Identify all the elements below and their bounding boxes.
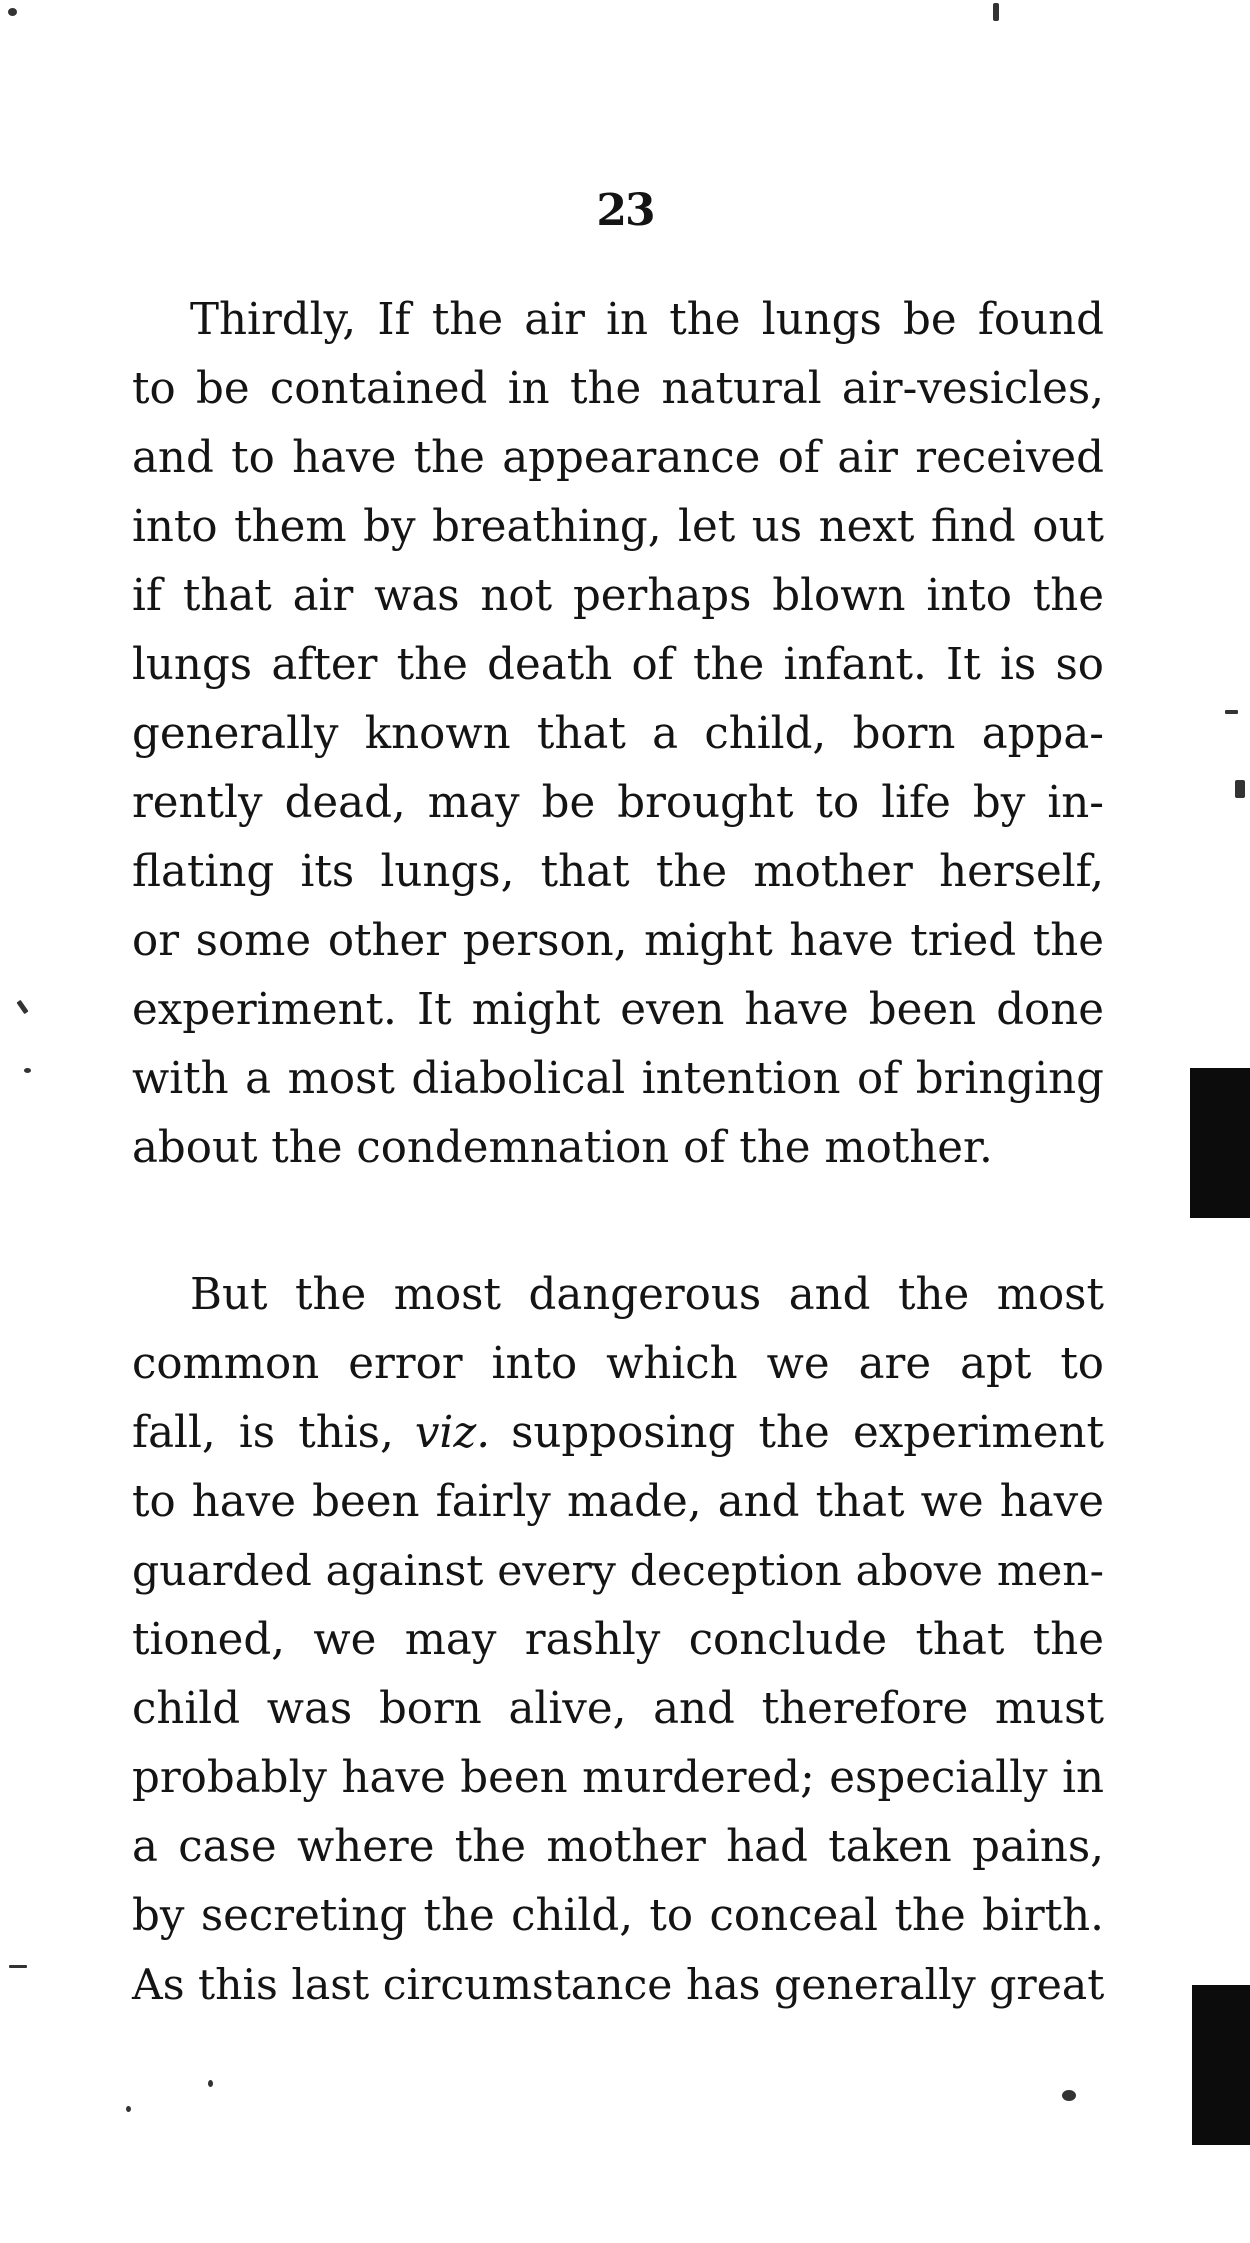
text-line: flating its lungs, that the mother herself,	[132, 847, 1104, 897]
page-number: 23	[596, 185, 654, 236]
scan-speck	[24, 1068, 31, 1073]
text-line: if that air was not perhaps blown into the	[132, 571, 1104, 621]
text-line-with-italic	[132, 1399, 1104, 1468]
paragraph-1	[132, 286, 1104, 1183]
text-line: into them by breathing, let us next find out	[132, 502, 1104, 552]
text-line: to have been fairly made, and that we have	[132, 1477, 1104, 1527]
scan-speck	[993, 3, 999, 21]
text-line: to be contained in the natural air-vesicles,	[132, 364, 1104, 414]
scan-speck	[208, 2080, 213, 2087]
text-segment: fall, is this,	[132, 1408, 394, 1458]
text-line: or some other person, might have tried the	[132, 916, 1104, 966]
text-line: experiment. It might even have been done	[132, 985, 1104, 1035]
scan-blot	[1190, 1068, 1250, 1218]
scan-speck	[126, 2106, 131, 2112]
scan-speck	[1062, 2090, 1076, 2101]
text-line: with a most diabolical intention of bringing	[132, 1054, 1104, 1104]
paragraph-2	[132, 1261, 1104, 2020]
text-line: tioned, we may rashly conclude that the	[132, 1615, 1104, 1665]
scan-speck	[1235, 780, 1245, 798]
text-line: As this last circumstance has generally great	[132, 1961, 1105, 2010]
scan-speck	[8, 8, 17, 16]
scan-speck	[1225, 710, 1238, 714]
text-line: Thirdly, If the air in the lungs be found	[190, 295, 1104, 345]
text-line: guarded against every deception above men-	[132, 1547, 1104, 1596]
text-line: But the most dangerous and the most	[190, 1270, 1104, 1320]
text-line: common error into which we are apt to	[132, 1339, 1104, 1389]
scan-speck	[16, 1000, 28, 1014]
text-line: rently dead, may be brought to life by in-	[132, 778, 1104, 828]
text-segment: supposing the experiment	[511, 1408, 1105, 1458]
text-line: child was born alive, and therefore must	[132, 1684, 1104, 1734]
text-line: a case where the mother had taken pains,	[132, 1822, 1104, 1872]
scan-blot	[1192, 1985, 1250, 2145]
text-line: generally known that a child, born appa-	[132, 709, 1104, 759]
text-line: probably have been murdered; especially in	[132, 1753, 1104, 1803]
text-line: lungs after the death of the infant. It is so	[132, 640, 1104, 690]
text-line: and to have the appearance of air received	[132, 433, 1104, 483]
text-line: about the condemnation of the mother.	[132, 1123, 993, 1173]
text-line: by secreting the child, to conceal the birth.	[132, 1891, 1104, 1941]
scan-speck	[9, 1965, 27, 1968]
italic-abbreviation: viz.	[414, 1408, 491, 1458]
